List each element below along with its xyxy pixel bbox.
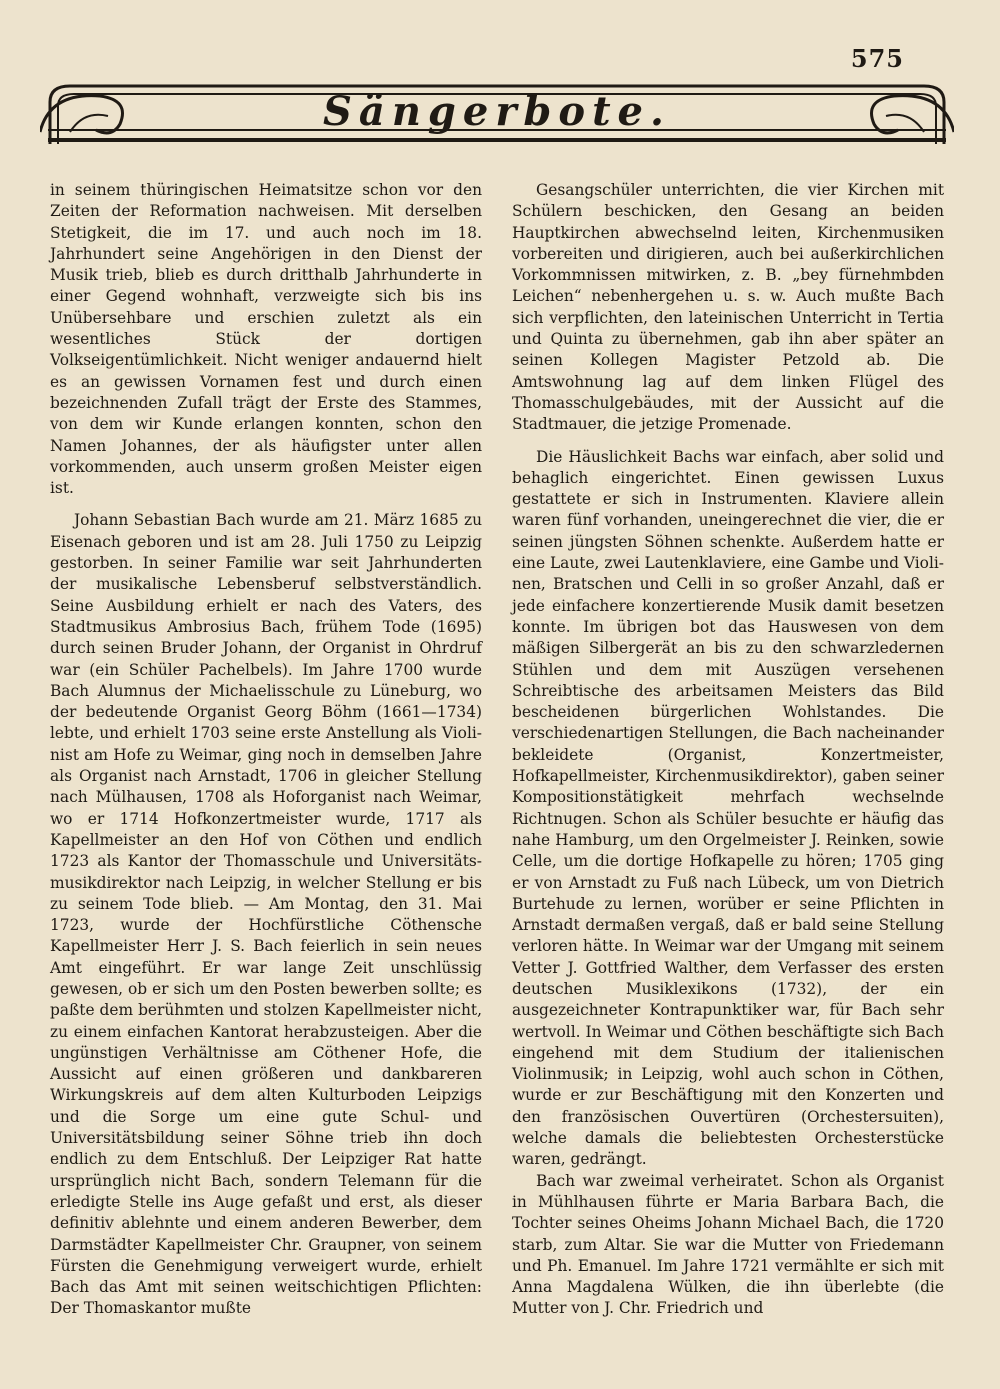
masthead-title: Sängerbote. [323,88,671,135]
right-column [512,180,944,1380]
paragraph: Bach war zweimal verheiratet. Schon als Organist in Mühlhausen führte er Maria Barbara Bach, die Tochter seines Oheims Johann Michael Bach, die 1720 starb, zum Altar. Sie war die Mutter von Friedemann und Ph. Emanuel. Im Jahre 1721 vermählte er sich mit Anna Magdalena Wülken, die ihn überlebte (die Mutter von J. Chr. Friedrich und [512,1171,944,1318]
left-column [50,180,482,1380]
article-body [50,180,944,1380]
paragraph: Gesangschüler unterrichten, die vier Kirchen mit Schülern beschicken, den Gesang an beiden Hauptkirchen abwechselnd leiten, Kirchenmusiken vorbereiten und dirigieren, auch bei außerkirchlichen Vorkommnissen mitwirken, z. B. „bey fürnehmbden Leichen“ nebenhergehen u. s. w. Auch mußte Bach sich verpflichten, den lateinischen Unterricht in Tertia und Quinta zu übernehmen, gab ihn aber später an seinen Kollegen Magister Petzold ab. Die Amtswohnung lag auf dem linken Flügel des Thomasschulgebäudes, mit der Aussicht auf die Stadtmauer, die jetzige Promenade. [512,181,944,434]
paragraph: Johann Sebastian Bach wurde am 21. März 1685 zu Eisenach geboren und ist am 28. Juli 1750 zu Leipzig gestorben. In seiner Familie war seit Jahrhunderten der musikalische Lebensberuf selbstverständlich. Seine Ausbildung erhielt er nach des Vaters, des Stadtmusikus Ambrosius Bach, frühem Tode (1695) durch seinen Bruder Johann, der Organist in Ohrdruf war (ein Schüler Pachelbels). Im Jahre 1700 wurde Bach Alumnus der Michaelisschule zu Lüneburg, wo der bedeutende Organist Georg Böhm (1661—1734) lebte, und erhielt 1703 seine erste Anstellung als Violinist am Hofe zu Weimar, ging noch in demselben Jahre als Organist nach Arnstadt, 1706 in gleicher Stellung nach Mülhausen, 1708 als Hoforganist nach Weimar, wo er 1714 Hofkonzertmeister wurde, 1717 als Kapellmeister an den Hof von Cöthen und endlich 1723 als Kantor der Thomasschule und Universitätsmusikdirektor nach Leipzig, in welcher Stellung er bis zu seinem Tode blieb. — Am Montag, den 31. Mai 1723, wurde der Hochfürstliche Cöthensche Kapellmeister Herr J. S. Bach feierlich in sein neues Amt eingeführt. Er war lange Zeit unschlüssig gewesen, ob er sich um den Posten bewerben sollte; es paßte dem berühmten und stolzen Kapellmeister nicht, zu einem einfachen Kantorat herabzusteigen. Aber die ungünstigen Verhältnisse am Cöthener Hofe, die Aussicht auf einen größeren und dankbareren Wirkungskreis auf dem alten Kulturboden Leipzigs und die Sorge um eine gute Schul- und Universitätsbildung seiner Söhne trieb ihn doch endlich zu dem Entschluß. Der Leipziger Rat hatte ursprünglich nicht Bach, sondern Telemann für die erledigte Stelle ins Auge gefaßt und erst, als dieser definitiv ablehnte und einem anderen Bewerber, dem Darmstädter Kapellmeister Chr. Graupner, von seinem Fürsten die Genehmigung verweigert wurde, erhielt Bach das Amt mit seinen weitschichtigen Pflichten: Der Thomaskantor mußte [50,511,482,1318]
page-number: 575 [850,44,904,73]
masthead-frame [40,72,954,162]
paragraph: Die Häuslichkeit Bachs war einfach, aber solid und behaglich eingerichtet. Einen gewissen Luxus gestattete er sich in Instrumenten. Klaviere allein waren fünf vorhanden, uneingerechnet die vier, die er seinen jüngsten Söhnen schenkte. Außerdem hatte er eine Laute, zwei Lautenklaviere, eine Gambe und Violinen, Bratschen und Celli in so großer Anzahl, daß er jede einfachere konzertierende Musik damit besetzen konnte. Im übrigen bot das Hauswesen von dem mäßigen Silbergerät an bis zu den schwarzledernen Stühlen und dem mit Auszügen versehenen Schreibtische des arbeitsamen Meisters das Bild bescheidenen bürgerlichen Wohlstandes. Die verschiedenartigen Stellungen, die Bach nacheinander bekleidete (Organist, Konzertmeister, Hofkapellmeister, Kirchenmusikdirektor), gaben seiner Kompositionstätigkeit mehrfach wechselnde Richtnugen. Schon als Schüler besuchte er häufig das nahe Hamburg, um den Orgelmeister J. Reinken, sowie Celle, um die dortige Hofkapelle zu hören; 1705 ging er von Arnstadt zu Fuß nach Lübeck, um von Dietrich Burtehude zu lernen, worüber er seine Pflichten in Arnstadt dermaßen vergaß, daß er bald seine Stellung verloren hätte. In Weimar war der Umgang mit seinem Vetter J. Gottfried Walther, dem Verfasser des ersten deutschen Musiklexikons (1732), der ein ausgezeichneter Kontrapunktiker war, für Bach sehr wertvoll. In Weimar und Cöthen beschäftigte sich Bach eingehend mit dem Studium der italienischen Violinmusik; in Leipzig, wohl auch schon in Cöthen, wurde er zur Beschäftigung mit den Konzerten und den französischen Ouvertüren (Orchestersuiten), welche damals die beliebtesten Orchesterstücke waren, gedrängt. [512,447,944,1169]
paragraph: in seinem thüringischen Heimatsitze schon vor den Zeiten der Reformation nachweisen. Mit derselben Stetigkeit, die im 17. und auch noch im 18. Jahrhundert seine Angehörigen in den Dienst der Musik trieb, blieb es durch dritthalb Jahrhunderte in einer Gegend wohnhaft, verzweigte sich bis ins Unübersehbare und erschien zuletzt als ein wesentliches Stück der dortigen Volkseigentümlichkeit. Nicht weniger andauernd hielt es an gewissen Vornamen fest und durch einen bezeichnenden Zufall trägt der Erste des Stammes, von dem wir Kunde erlangen konnten, schon den Namen Johannes, der als häufigster unter allen vorkommenden, auch unserm großen Meister eigen ist. [50,181,482,498]
